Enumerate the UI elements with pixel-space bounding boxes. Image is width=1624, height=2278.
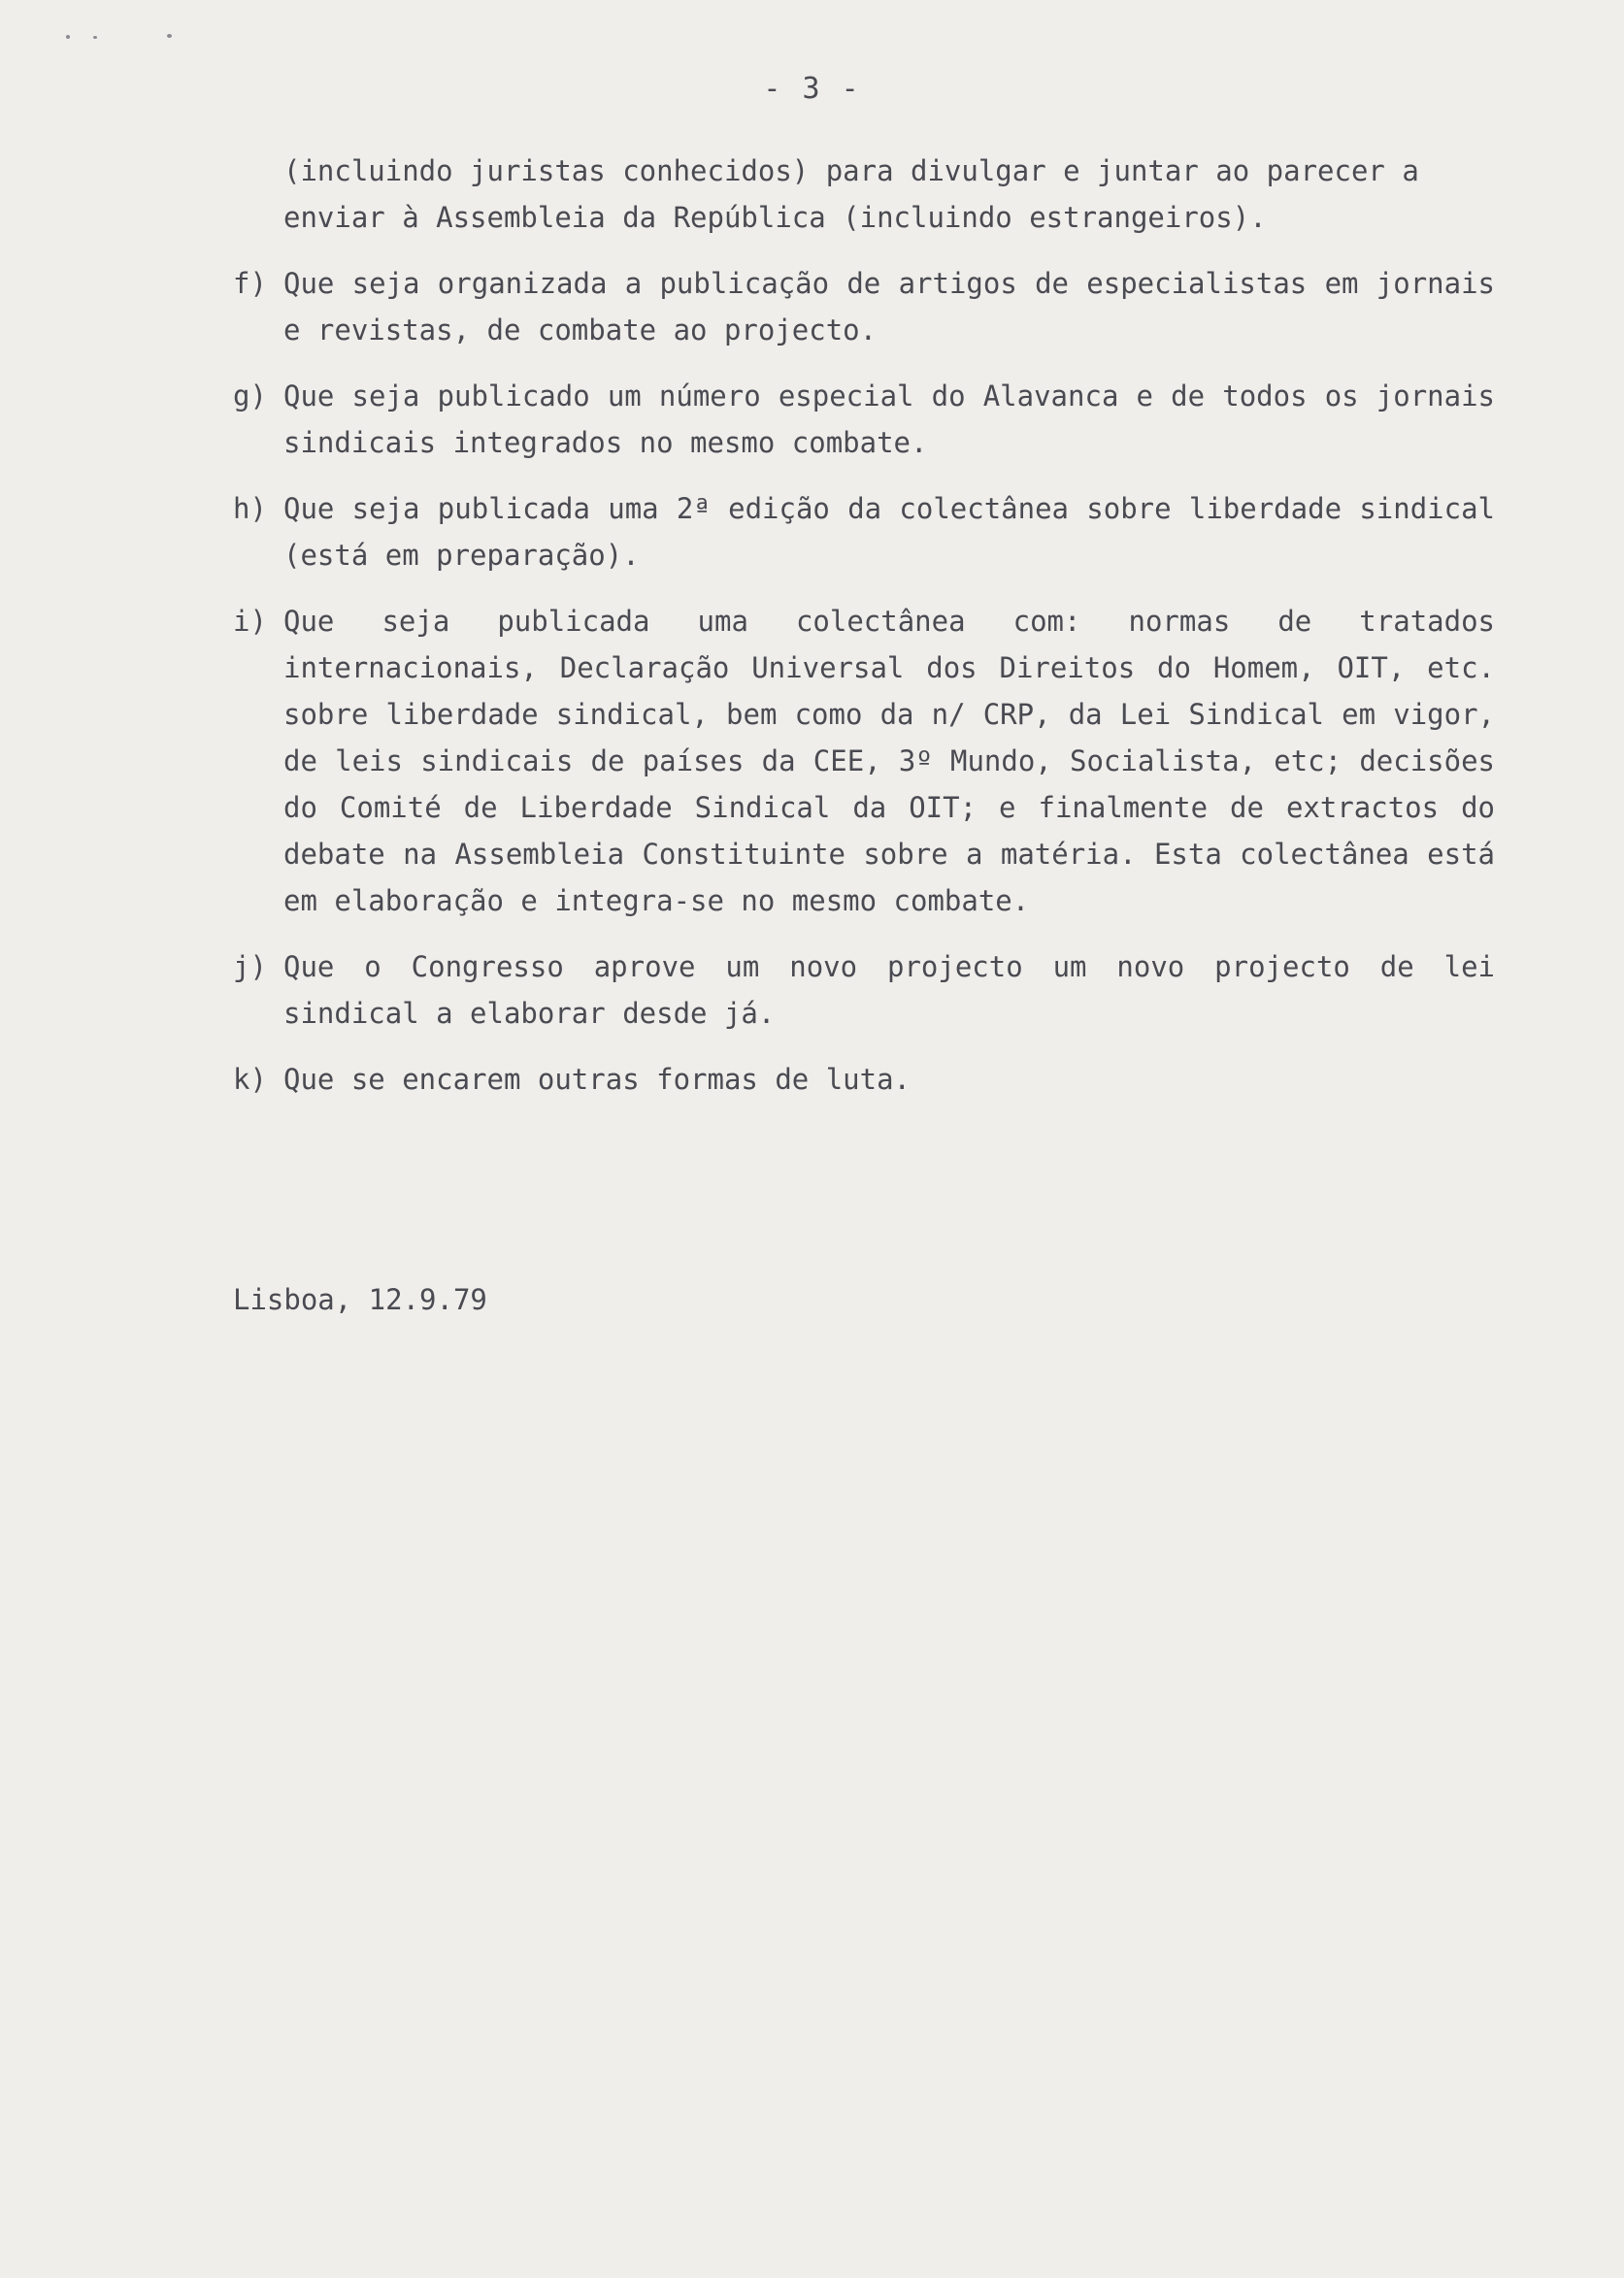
list-item-text: Que se encarem outras formas de luta. bbox=[283, 1063, 911, 1096]
list-item-j bbox=[233, 943, 1495, 1037]
page-number: - 3 - bbox=[763, 72, 861, 106]
list-marker: g) bbox=[233, 380, 267, 413]
intro-paragraph: (incluindo juristas conhecidos) para divulgar e juntar ao parecer a enviar à Assembleia da República (incluindo estrangeiros). bbox=[283, 154, 1419, 234]
scan-mark bbox=[66, 35, 70, 39]
list-item-g bbox=[233, 373, 1495, 466]
list-marker: i) bbox=[233, 605, 267, 638]
scan-mark bbox=[167, 34, 172, 38]
list-marker: k) bbox=[233, 1063, 267, 1096]
list-item-k bbox=[233, 1056, 1495, 1103]
list-item-i bbox=[233, 598, 1495, 924]
list-item-text: Que o Congresso aprove um novo projecto um novo projecto de lei sindical a elaborar desde já. bbox=[283, 950, 1495, 1030]
list-marker: f) bbox=[233, 267, 267, 300]
list-marker: j) bbox=[233, 950, 267, 983]
list-item-text: Que seja publicada uma 2ª edição da colectânea sobre liberdade sindical (está em preparação). bbox=[283, 492, 1495, 572]
scan-mark bbox=[93, 36, 97, 39]
list-marker: h) bbox=[233, 492, 267, 525]
list-item-text: Que seja organizada a publicação de artigos de especialistas em jornais e revistas, de combate ao projecto. bbox=[283, 267, 1495, 347]
document-body bbox=[233, 148, 1495, 1103]
list-item-text: Que seja publicada uma colectânea com: normas de tratados internacionais, Declaração Universal dos Direitos do Homem, OIT, etc. sobre liberdade sindical, bem como da n/ CRP, da Lei Sindical em vigor, de leis sindicais de países da CEE, 3º Mundo, Socialista, etc; decisões do Comité de Liberdade Sindical da OIT; e finalmente de extractos do debate na Assembleia Constituinte sobre a matéria. Esta colectânea está em elaboração e integra-se no mesmo combate. bbox=[283, 605, 1495, 917]
list-item-text: Que seja publicado um número especial do Alavanca e de todos os jornais sindicais integrados no mesmo combate. bbox=[283, 380, 1495, 459]
list-item-f bbox=[233, 260, 1495, 353]
list-item-h bbox=[233, 485, 1495, 578]
place-date-signoff: Lisboa, 12.9.79 bbox=[233, 1283, 487, 1316]
